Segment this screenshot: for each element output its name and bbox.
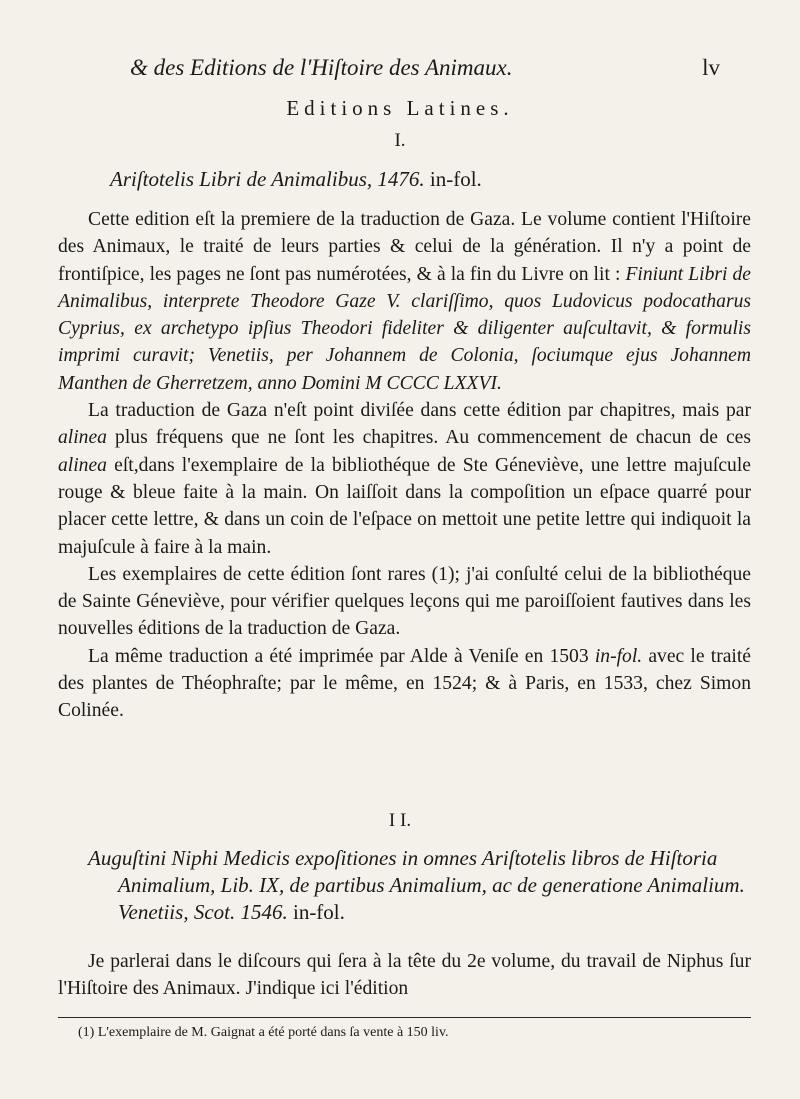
page-number: lv xyxy=(702,55,720,80)
entry-title-text: Auguſtini Niphi Medicis expoſitiones in omnes Ariſtotelis libros de Hiſtoria Animalium, Lib. IX, de partibus Animalium, ac de generatione Animalium. Venetiis, Scot. 1546. xyxy=(88,846,745,924)
paragraph xyxy=(58,561,751,643)
entry-body xyxy=(58,206,751,725)
italic-term: alinea xyxy=(58,427,107,449)
paragraph-text: Je parlerai dans le diſcours qui ſera à la tête du 2e volume, du travail de Niphus ſur l'Hiſtoire des Animaux. J'indique ici l'édition xyxy=(58,951,751,1000)
paragraph-text: plus fréquens que ne ſont les chapitres. Au commencement de chacun de ces xyxy=(106,427,751,449)
entry-body xyxy=(58,948,751,1003)
italic-term: in-fol. xyxy=(594,645,643,667)
paragraph-text: avec le traité des plantes de Théophraſte; par le même, en 1524; & à Paris, en 1533, chez Simon Colinée. xyxy=(58,645,751,722)
paragraph-text: eſt,dans l'exemplaire de la bibliothéque de Ste Géneviève, une lettre majuſcule rouge & bleue faite à la main. On laiſſoit dans la compoſition un eſpace quarré pour placer cette lettre, & dans un coin de l'eſpace on mettoit une petite lettre qui indiquoit la majuſcule à faire à la main. xyxy=(58,454,751,558)
colophon-quote: Finiunt Libri de Animalibus, interprete Theodore Gaze V. clariſſimo, quos Ludovicus podocatharus Cyprius, ex archetypo ipſius Theodori fideliter & diligenter auſcultavit, & formulis imprimi curavit; Venetiis, per Johannem de Colonia, ſociumque ejus Johannem Manthen de Gherretzem, anno Domini M CCCC LXXVI. xyxy=(58,263,751,394)
footnote-rule xyxy=(58,1017,751,1018)
paragraph-text: La même traduction a été imprimée par Alde à Veniſe en 1503 xyxy=(88,645,595,667)
paragraph xyxy=(58,643,751,725)
entry-title xyxy=(88,845,778,926)
italic-term: alinea xyxy=(58,454,107,476)
entry-title xyxy=(110,166,800,193)
paragraph xyxy=(58,948,751,1003)
paragraph xyxy=(58,206,751,397)
entry-title-text: Ariſtotelis Libri de Animalibus, 1476. xyxy=(110,167,425,191)
entry-number: I I. xyxy=(388,810,412,831)
running-head-title: & des Editions de l'Hiſtoire des Animaux. xyxy=(130,55,513,80)
paragraph-text: Cette edition eſt la premiere de la traduction de Gaza. Le volume contient l'Hiſtoire des Animaux, le traité de leurs parties & celui de la génération. Il n'y a point de frontiſpice, les pages ne ſont pas numérotées, & à la fin du Livre on lit : xyxy=(58,209,751,285)
running-head xyxy=(130,55,720,85)
paragraph xyxy=(58,397,751,561)
entry-number: I. xyxy=(394,130,406,151)
paragraph-text: La traduction de Gaza n'eſt point diviſée dans cette édition par chapitres, mais par xyxy=(88,400,751,422)
paragraph-text: Les exemplaires de cette édition ſont rares (1); j'ai conſulté celui de la bibliothéque de Sainte Géneviève, pour vérifier quelques leçons qui me paroiſſoient fautives dans les nouvelles éditions de la traduction de Gaza. xyxy=(58,563,751,640)
footnote: (1) L'exemplaire de M. Gaignat a été porté dans ſa vente à 150 liv. xyxy=(78,1025,449,1040)
entry-format: in-fol. xyxy=(292,900,345,924)
entry-format: in-fol. xyxy=(429,167,482,191)
section-heading: Editions Latines. xyxy=(286,96,514,120)
